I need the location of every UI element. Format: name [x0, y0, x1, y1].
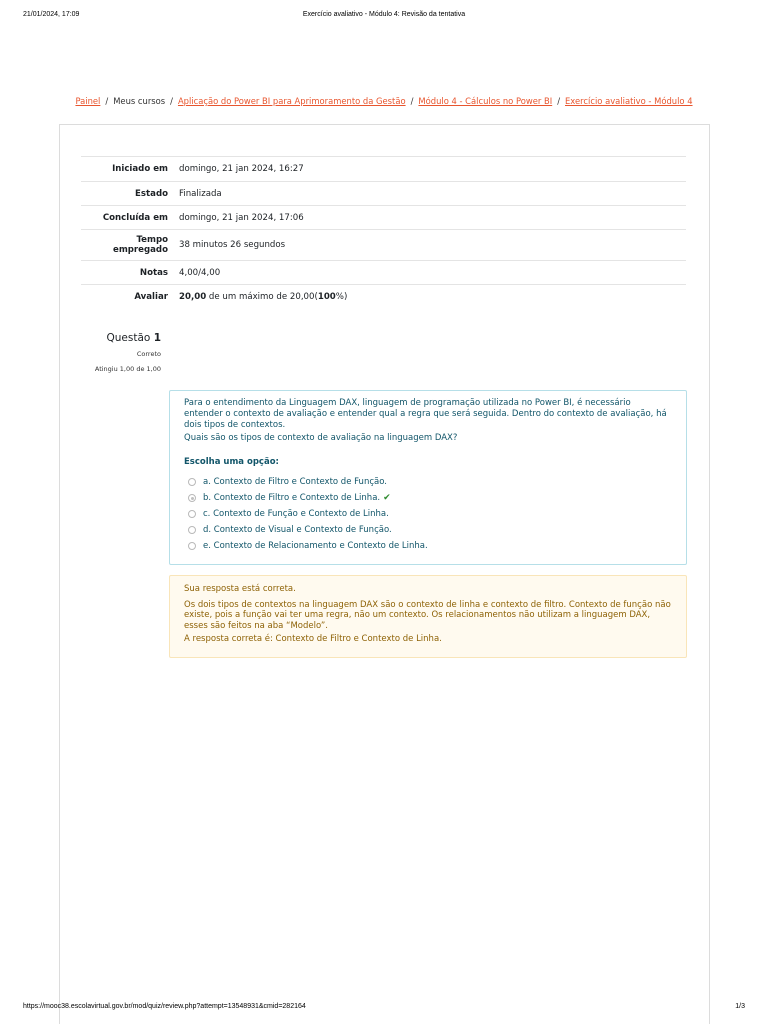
answer-option-d[interactable]	[184, 522, 672, 538]
print-datetime: 21/01/2024, 17:09	[23, 11, 80, 18]
summary-row-grade	[81, 285, 686, 309]
radio-button[interactable]	[188, 526, 196, 534]
summary-label: Notas	[139, 267, 168, 278]
correct-answer-text: A resposta correta é: Contexto de Filtro e Contexto de Linha.	[184, 634, 442, 644]
check-icon: ✔	[383, 492, 391, 503]
summary-value: Finalizada	[179, 188, 222, 199]
summary-label-line: empregado	[112, 245, 168, 255]
print-header	[0, 11, 768, 23]
summary-value: 38 minutos 26 segundos	[179, 240, 286, 250]
radio-button[interactable]	[188, 478, 196, 486]
question-text: Para o entendimento da Linguagem DAX, linguagem de programação utilizada no Power BI, é necessário entender o contexto de avaliação e entender qual a regra que será seguida. Dentro do contexto de avaliação, há dois tipos de contextos.	[184, 398, 667, 430]
summary-row-state	[81, 182, 686, 206]
question-number	[81, 332, 161, 344]
answer-option-c[interactable]	[184, 506, 672, 522]
summary-row-started	[81, 157, 686, 182]
grade-max: de um máximo de 20,00(	[206, 292, 318, 302]
breadcrumb-item-meus-cursos: Meus cursos	[113, 96, 166, 106]
answer-option-b[interactable]	[184, 490, 672, 506]
radio-button-selected[interactable]	[188, 494, 196, 502]
summary-row-marks	[81, 261, 686, 285]
summary-label	[81, 235, 172, 255]
summary-value: 4,00/4,00	[179, 267, 221, 278]
summary-value	[172, 292, 347, 302]
breadcrumb-link-painel[interactable]: Painel	[75, 96, 101, 106]
question-grade: Atingiu 1,00 de 1,00	[94, 365, 161, 373]
grade-percent-suffix: %)	[335, 292, 348, 302]
summary-label-line: Tempo	[136, 235, 168, 245]
summary-label: Estado	[135, 188, 168, 199]
print-footer	[0, 1003, 768, 1015]
summary-row-completed	[81, 206, 686, 230]
summary-row-time	[81, 230, 686, 261]
breadcrumb-link-quiz[interactable]: Exercício avaliativo - Módulo 4	[565, 96, 693, 106]
answer-feedback-box	[169, 575, 687, 658]
summary-value: domingo, 21 jan 2024, 16:27	[179, 164, 304, 174]
print-page-title: Exercício avaliativo - Módulo 4: Revisão da tentativa	[302, 11, 466, 18]
question-prompt: Quais são os tipos de contexto de avaliação na linguagem DAX?	[184, 433, 458, 443]
answer-options	[184, 474, 672, 554]
answer-option-e[interactable]	[184, 538, 672, 554]
answer-option-a[interactable]	[184, 474, 672, 490]
option-label: b. Contexto de Filtro e Contexto de Linha.	[203, 492, 381, 503]
grade-percent: 100	[317, 292, 336, 302]
feedback-status: Sua resposta está correta.	[184, 584, 296, 594]
breadcrumb-link-course[interactable]: Aplicação do Power BI para Aprimoramento da Gestão	[177, 96, 406, 106]
summary-label: Concluída em	[102, 212, 168, 223]
summary-value: domingo, 21 jan 2024, 17:06	[179, 212, 304, 223]
option-label: d. Contexto de Visual e Contexto de Função.	[203, 524, 392, 535]
question-state: Correto	[136, 350, 161, 358]
question-label: Questão	[106, 332, 151, 344]
summary-label: Avaliar	[134, 292, 168, 302]
breadcrumb-separator: /	[557, 96, 561, 106]
feedback-text: Os dois tipos de contextos na linguagem DAX são o contexto de linha e contexto de filtro. Contexto de função não existe, pois a função vai ter uma regra, não um contexto. Os relacionamentos não utilizam a linguagem DAX, esses são feitos na aba “Modelo”.	[184, 599, 671, 631]
question-formulation	[169, 390, 687, 565]
option-label: e. Contexto de Relacionamento e Contexto de Linha.	[203, 540, 428, 551]
option-label: a. Contexto de Filtro e Contexto de Função.	[203, 476, 387, 487]
option-label: c. Contexto de Função e Contexto de Linha.	[203, 508, 389, 519]
breadcrumb-separator: /	[170, 96, 173, 106]
breadcrumb-separator: /	[410, 96, 414, 106]
print-url: https://mooc38.escolavirtual.gov.br/mod/quiz/review.php?attempt=13548931&cmid=282164	[23, 1003, 306, 1010]
attempt-summary-table	[81, 156, 686, 309]
summary-label: Iniciado em	[112, 164, 168, 174]
question-number-value: 1	[153, 332, 161, 344]
breadcrumb-link-module[interactable]: Módulo 4 - Cálculos no Power BI	[418, 96, 553, 106]
breadcrumb	[0, 96, 768, 106]
print-page-number: 1/3	[735, 1003, 745, 1010]
radio-button[interactable]	[188, 542, 196, 550]
breadcrumb-separator: /	[105, 96, 109, 106]
grade-score: 20,00	[179, 292, 207, 302]
choose-option-label: Escolha uma opção:	[184, 457, 279, 467]
radio-button[interactable]	[188, 510, 196, 518]
question-info	[81, 332, 161, 373]
